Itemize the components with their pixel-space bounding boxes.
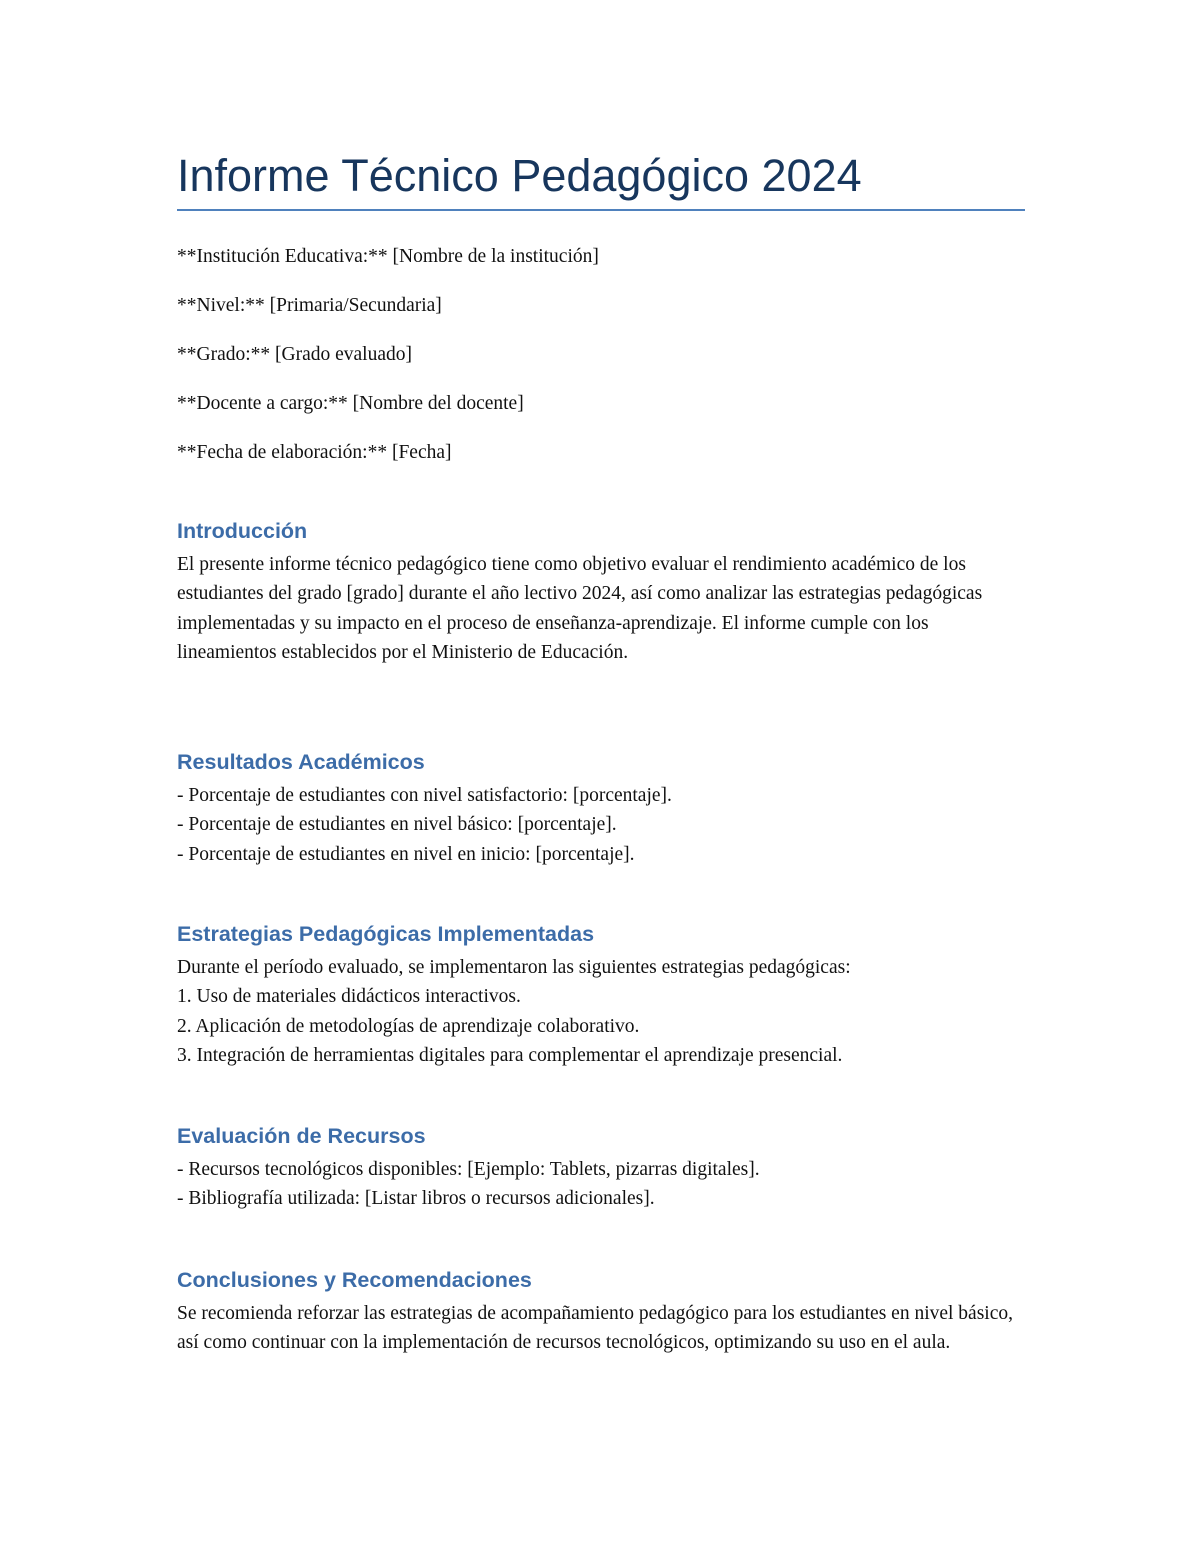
paragraph-introduccion: El presente informe técnico pedagógico tiene como objetivo evaluar el rendimiento académico de los estudiantes del grado [grado] durante el año lectivo 2024, así como analizar las estrategias pedagógicas implementadas y su impacto en el proceso de enseñanza-aprendizaje. El informe cumple con los lineamientos establecidos por el Ministerio de Educación. [177,554,983,664]
meta-fecha: **Fecha de elaboración:** [Fecha] [177,442,452,463]
meta-institucion: **Institución Educativa:** [Nombre de la institución] [177,246,599,267]
estrategias-item: 1. Uso de materiales didácticos interactivos. [177,986,521,1008]
estrategias-item: 3. Integración de herramientas digitales para complementar el aprendizaje presencial. [177,1045,843,1067]
meta-nivel: **Nivel:** [Primaria/Secundaria] [177,295,442,316]
recursos-item: - Bibliografía utilizada: [Listar libros o recursos adicionales]. [177,1188,655,1210]
section-resultados [177,747,1025,869]
heading-resultados: Resultados Académicos [177,750,425,774]
resultados-item: - Porcentaje de estudiantes en nivel en inicio: [porcentaje]. [177,843,635,865]
section-introduccion [177,516,1025,668]
meta-docente: **Docente a cargo:** [Nombre del docente] [177,393,524,414]
meta-grado: **Grado:** [Grado evaluado] [177,344,412,365]
heading-recursos: Evaluación de Recursos [177,1124,426,1148]
estrategias-intro: Durante el período evaluado, se implementaron las siguientes estrategias pedagógicas: [177,957,851,978]
resultados-item: - Porcentaje de estudiantes con nivel satisfactorio: [porcentaje]. [177,785,672,806]
document-title: Informe Técnico Pedagógico 2024 [177,150,862,201]
metadata-block [177,243,1025,488]
estrategias-item: 2. Aplicación de metodologías de aprendizaje colaborativo. [177,1015,640,1037]
paragraph-conclusiones: Se recomienda reforzar las estrategias de acompañamiento pedagógico para los estudiantes en nivel básico, así como continuar con la implementación de recursos tecnológicos, optimizando su uso en el aula. [177,1303,1013,1354]
section-estrategias [177,919,1025,1071]
recursos-item: - Recursos tecnológicos disponibles: [Ejemplo: Tablets, pizarras digitales]. [177,1159,760,1180]
section-recursos [177,1121,1025,1214]
title-underline [177,209,1025,211]
heading-estrategias: Estrategias Pedagógicas Implementadas [177,922,595,946]
heading-conclusiones: Conclusiones y Recomendaciones [177,1268,532,1292]
heading-introduccion: Introducción [177,519,308,543]
resultados-item: - Porcentaje de estudiantes en nivel básico: [porcentaje]. [177,814,617,836]
section-conclusiones [177,1265,1025,1358]
